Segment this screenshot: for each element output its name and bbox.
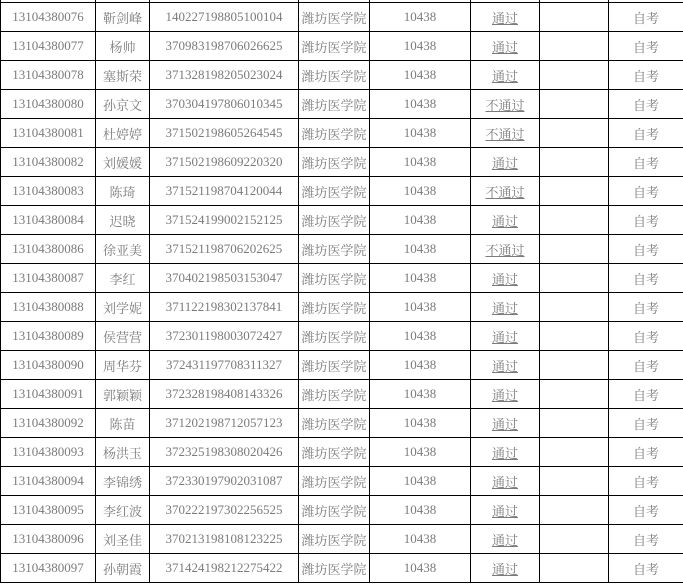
cell-applicant-id: 13104380089 — [1, 322, 96, 351]
table-row — [1, 554, 683, 583]
cell-exam-type: 自考 — [609, 322, 683, 351]
cell-exam-type: 自考 — [609, 61, 683, 90]
table-row — [1, 264, 683, 293]
cell-name: 李锦绣 — [96, 467, 150, 496]
cell-blank — [540, 496, 609, 525]
cell-school: 潍坊医学院 — [299, 554, 370, 583]
table-row — [1, 293, 683, 322]
cell-id-number: 370304197806010345 — [150, 90, 299, 119]
cell-name: 李红 — [96, 264, 150, 293]
table-row — [1, 177, 683, 206]
status-link[interactable]: 通过 — [491, 416, 518, 432]
cell-blank — [540, 148, 609, 177]
status-link[interactable]: 通过 — [491, 300, 518, 316]
cell-status — [471, 438, 540, 467]
cell-exam-type: 自考 — [609, 409, 683, 438]
cell-school: 潍坊医学院 — [299, 206, 370, 235]
cell-blank — [540, 322, 609, 351]
cell-school: 潍坊医学院 — [299, 293, 370, 322]
cell-school-code: 10438 — [370, 206, 471, 235]
status-link[interactable]: 不通过 — [485, 184, 525, 200]
cell-blank — [540, 61, 609, 90]
cell-name: 迟晓 — [96, 206, 150, 235]
cell-id-number: 371502198609220320 — [150, 148, 299, 177]
status-link[interactable]: 通过 — [491, 445, 518, 461]
cell-id-number: 370213198108123225 — [150, 525, 299, 554]
table-row — [1, 525, 683, 554]
cell-id-number: 371328198205023024 — [150, 61, 299, 90]
cell-school-code: 10438 — [370, 177, 471, 206]
table-row — [1, 3, 683, 32]
cell-exam-type: 自考 — [609, 264, 683, 293]
cell-school: 潍坊医学院 — [299, 119, 370, 148]
cell-blank — [540, 351, 609, 380]
cell-applicant-id: 13104380077 — [1, 32, 96, 61]
cell-status — [471, 61, 540, 90]
cell-exam-type: 自考 — [609, 293, 683, 322]
cell-applicant-id: 13104380087 — [1, 264, 96, 293]
cell-school: 潍坊医学院 — [299, 177, 370, 206]
cell-school: 潍坊医学院 — [299, 32, 370, 61]
status-link[interactable]: 通过 — [491, 387, 518, 403]
cell-applicant-id: 13104380095 — [1, 496, 96, 525]
cell-status — [471, 351, 540, 380]
status-link[interactable]: 通过 — [491, 561, 518, 577]
status-link[interactable]: 通过 — [491, 10, 518, 26]
cell-school: 潍坊医学院 — [299, 322, 370, 351]
cell-exam-type: 自考 — [609, 235, 683, 264]
cell-id-number: 370983198706026625 — [150, 32, 299, 61]
cell-school: 潍坊医学院 — [299, 148, 370, 177]
cell-school: 潍坊医学院 — [299, 90, 370, 119]
cell-status — [471, 467, 540, 496]
cell-school-code: 10438 — [370, 119, 471, 148]
cell-applicant-id: 13104380090 — [1, 351, 96, 380]
cell-id-number: 372431197708311327 — [150, 351, 299, 380]
cell-school: 潍坊医学院 — [299, 351, 370, 380]
cell-status — [471, 293, 540, 322]
cell-status — [471, 90, 540, 119]
cell-name: 周华芬 — [96, 351, 150, 380]
cell-applicant-id: 13104380078 — [1, 61, 96, 90]
cell-id-number: 371521198706202625 — [150, 235, 299, 264]
cell-status — [471, 235, 540, 264]
cell-school-code: 10438 — [370, 264, 471, 293]
cell-applicant-id: 13104380092 — [1, 409, 96, 438]
cell-status — [471, 206, 540, 235]
cell-exam-type: 自考 — [609, 380, 683, 409]
table-row — [1, 119, 683, 148]
cell-name: 徐亚美 — [96, 235, 150, 264]
cell-school-code: 10438 — [370, 380, 471, 409]
cell-name: 靳剑峰 — [96, 3, 150, 32]
cell-name: 侯营营 — [96, 322, 150, 351]
cell-applicant-id: 13104380081 — [1, 119, 96, 148]
cell-blank — [540, 264, 609, 293]
cell-applicant-id: 13104380080 — [1, 90, 96, 119]
cell-school: 潍坊医学院 — [299, 496, 370, 525]
table-row — [1, 409, 683, 438]
cell-school-code: 10438 — [370, 438, 471, 467]
cell-name: 刘学妮 — [96, 293, 150, 322]
cell-id-number: 372330197902031087 — [150, 467, 299, 496]
cell-name: 杜婷婷 — [96, 119, 150, 148]
cell-status — [471, 264, 540, 293]
cell-blank — [540, 554, 609, 583]
cell-applicant-id: 13104380093 — [1, 438, 96, 467]
cell-school: 潍坊医学院 — [299, 61, 370, 90]
cell-status — [471, 3, 540, 32]
cell-exam-type: 自考 — [609, 554, 683, 583]
cell-exam-type: 自考 — [609, 438, 683, 467]
table-row — [1, 32, 683, 61]
status-link[interactable]: 不通过 — [485, 97, 525, 113]
cell-name: 刘圣佳 — [96, 525, 150, 554]
status-link[interactable]: 通过 — [491, 474, 518, 490]
table-row — [1, 322, 683, 351]
cell-id-number: 371122198302137841 — [150, 293, 299, 322]
table-row — [1, 61, 683, 90]
cell-exam-type: 自考 — [609, 177, 683, 206]
cell-name: 李红波 — [96, 496, 150, 525]
cell-applicant-id: 13104380094 — [1, 467, 96, 496]
cell-school-code: 10438 — [370, 525, 471, 554]
cell-exam-type: 自考 — [609, 32, 683, 61]
cell-exam-type: 自考 — [609, 525, 683, 554]
cell-applicant-id: 13104380091 — [1, 380, 96, 409]
status-link[interactable]: 通过 — [491, 329, 518, 345]
table-row — [1, 148, 683, 177]
cell-status — [471, 525, 540, 554]
table-row — [1, 438, 683, 467]
status-link[interactable]: 通过 — [491, 358, 518, 374]
cell-school: 潍坊医学院 — [299, 235, 370, 264]
cell-status — [471, 496, 540, 525]
cell-applicant-id: 13104380096 — [1, 525, 96, 554]
cell-status — [471, 380, 540, 409]
cell-id-number: 371521198704120044 — [150, 177, 299, 206]
status-link[interactable]: 通过 — [491, 532, 518, 548]
cell-exam-type: 自考 — [609, 496, 683, 525]
cell-exam-type: 自考 — [609, 3, 683, 32]
cell-blank — [540, 235, 609, 264]
cell-name: 杨帅 — [96, 32, 150, 61]
table-row — [1, 380, 683, 409]
cell-exam-type: 自考 — [609, 351, 683, 380]
status-link[interactable]: 不通过 — [485, 242, 525, 258]
cell-id-number: 371202198712057123 — [150, 409, 299, 438]
cell-school: 潍坊医学院 — [299, 467, 370, 496]
cell-school-code: 10438 — [370, 32, 471, 61]
cell-id-number: 371502198605264545 — [150, 119, 299, 148]
cell-exam-type: 自考 — [609, 90, 683, 119]
cell-school-code: 10438 — [370, 554, 471, 583]
cell-blank — [540, 467, 609, 496]
cell-status — [471, 409, 540, 438]
cell-school: 潍坊医学院 — [299, 380, 370, 409]
cell-status — [471, 119, 540, 148]
status-link[interactable]: 通过 — [491, 503, 518, 519]
cell-applicant-id: 13104380076 — [1, 3, 96, 32]
cell-name: 陈琦 — [96, 177, 150, 206]
cell-school-code: 10438 — [370, 409, 471, 438]
cell-school-code: 10438 — [370, 90, 471, 119]
cell-blank — [540, 119, 609, 148]
cell-status — [471, 554, 540, 583]
table-row — [1, 496, 683, 525]
cell-id-number: 372328198408143326 — [150, 380, 299, 409]
cell-blank — [540, 206, 609, 235]
cell-exam-type: 自考 — [609, 206, 683, 235]
cell-id-number: 372325198308020426 — [150, 438, 299, 467]
cell-school-code: 10438 — [370, 496, 471, 525]
cell-blank — [540, 177, 609, 206]
cell-applicant-id: 13104380082 — [1, 148, 96, 177]
cell-id-number: 372301198003072427 — [150, 322, 299, 351]
cell-status — [471, 32, 540, 61]
cell-status — [471, 148, 540, 177]
cell-id-number: 140227198805100104 — [150, 3, 299, 32]
cell-school: 潍坊医学院 — [299, 3, 370, 32]
status-link[interactable]: 不通过 — [485, 126, 525, 142]
cell-id-number: 371524199002152125 — [150, 206, 299, 235]
cell-blank — [540, 438, 609, 467]
cell-name: 刘媛媛 — [96, 148, 150, 177]
table-row — [1, 351, 683, 380]
cell-school: 潍坊医学院 — [299, 438, 370, 467]
cell-name: 塞斯荣 — [96, 61, 150, 90]
table-row — [1, 206, 683, 235]
cell-school: 潍坊医学院 — [299, 409, 370, 438]
cell-exam-type: 自考 — [609, 467, 683, 496]
cell-school-code: 10438 — [370, 61, 471, 90]
cell-school-code: 10438 — [370, 467, 471, 496]
cell-name: 陈苗 — [96, 409, 150, 438]
cell-school: 潍坊医学院 — [299, 264, 370, 293]
cell-applicant-id: 13104380097 — [1, 554, 96, 583]
table-row — [1, 467, 683, 496]
cell-applicant-id: 13104380088 — [1, 293, 96, 322]
cell-status — [471, 177, 540, 206]
cell-school-code: 10438 — [370, 3, 471, 32]
cell-name: 郭颖颖 — [96, 380, 150, 409]
table-row — [1, 235, 683, 264]
cell-blank — [540, 380, 609, 409]
cell-blank — [540, 90, 609, 119]
cell-exam-type: 自考 — [609, 148, 683, 177]
cell-school-code: 10438 — [370, 235, 471, 264]
cell-status — [471, 322, 540, 351]
cell-blank — [540, 409, 609, 438]
cell-applicant-id: 13104380083 — [1, 177, 96, 206]
cell-blank — [540, 3, 609, 32]
cell-school-code: 10438 — [370, 148, 471, 177]
cell-school-code: 10438 — [370, 351, 471, 380]
cell-name: 孙朝霞 — [96, 554, 150, 583]
status-link[interactable]: 通过 — [491, 39, 518, 55]
cell-school-code: 10438 — [370, 322, 471, 351]
status-link[interactable]: 通过 — [491, 68, 518, 84]
cell-name: 孙京文 — [96, 90, 150, 119]
cell-name: 杨洪玉 — [96, 438, 150, 467]
cell-id-number: 370402198503153047 — [150, 264, 299, 293]
status-link[interactable]: 通过 — [491, 213, 518, 229]
cell-id-number: 370222197302256525 — [150, 496, 299, 525]
status-link[interactable]: 通过 — [491, 271, 518, 287]
cell-blank — [540, 293, 609, 322]
cell-blank — [540, 525, 609, 554]
cell-id-number: 371424198212275422 — [150, 554, 299, 583]
table-row — [1, 90, 683, 119]
cell-school-code: 10438 — [370, 293, 471, 322]
cell-exam-type: 自考 — [609, 119, 683, 148]
cell-school: 潍坊医学院 — [299, 525, 370, 554]
cell-applicant-id: 13104380084 — [1, 206, 96, 235]
cell-applicant-id: 13104380086 — [1, 235, 96, 264]
cell-blank — [540, 32, 609, 61]
status-link[interactable]: 通过 — [491, 155, 518, 171]
